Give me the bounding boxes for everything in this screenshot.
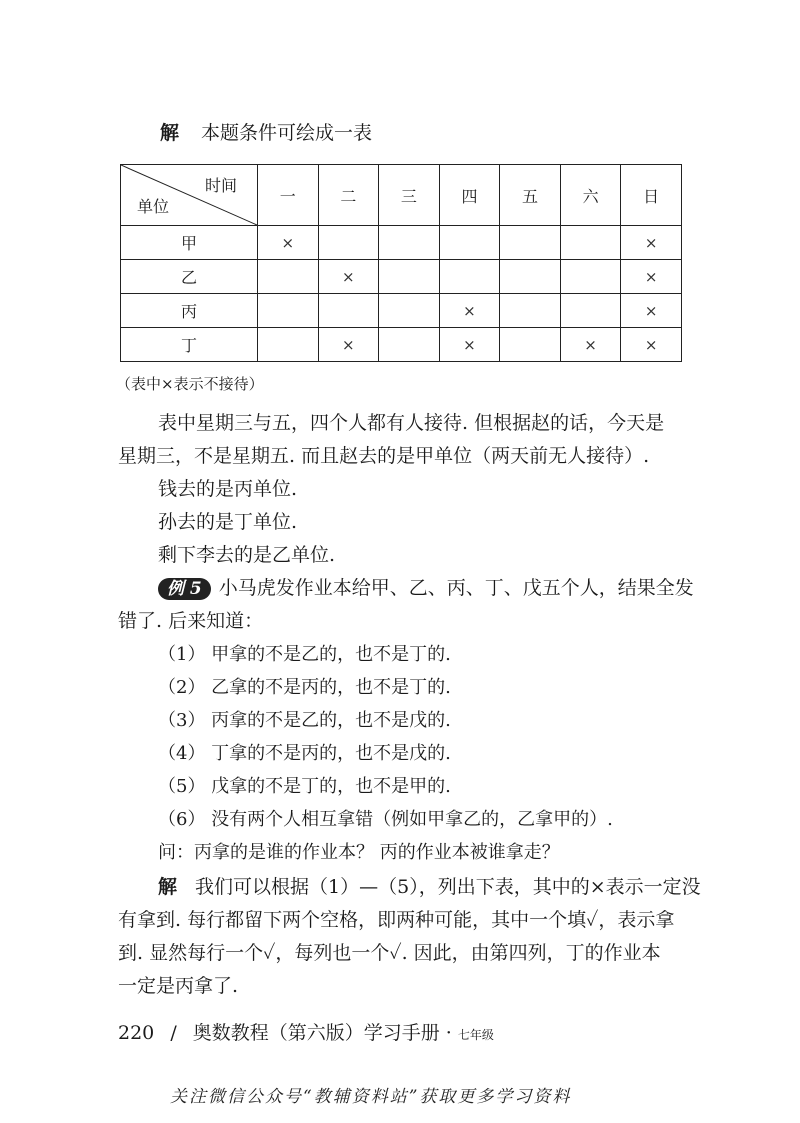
table-row bbox=[121, 260, 682, 294]
solution2-line: 到. 显然每行一个✓，每列也一个✓. 因此，由第四列，丁的作业本 bbox=[118, 942, 661, 964]
solution2-text: 我们可以根据（1）—（5），列出下表，其中的×表示一定没 bbox=[195, 876, 701, 898]
paragraph-line: 表中星期三与五，四个人都有人接待. 但根据赵的话，今天是 bbox=[158, 412, 665, 434]
grade-label: 七年级 bbox=[457, 1028, 494, 1042]
solution-text: 本题条件可绘成一表 bbox=[201, 122, 373, 144]
example-badge: 例 5 bbox=[158, 578, 211, 600]
condition-line: （6） 没有两个人相互拿错（例如甲拿乙的，乙拿甲的）. bbox=[158, 809, 613, 830]
table-cell bbox=[258, 260, 319, 294]
table-cell: × bbox=[621, 226, 682, 260]
solution2-label: 解 bbox=[158, 876, 178, 898]
solution2-line bbox=[158, 872, 701, 902]
table-cell bbox=[560, 294, 621, 328]
paragraph-line: 孙去的是丁单位. bbox=[158, 511, 298, 533]
corner-unit-label: 单位 bbox=[137, 197, 170, 216]
unit-cell: 丙 bbox=[121, 294, 258, 328]
condition-line: （4） 丁拿的不是丙的，也不是戊的. bbox=[158, 743, 451, 764]
solution2-line: 有拿到. 每行都留下两个空格，即两种可能，其中一个填✓，表示拿 bbox=[118, 909, 675, 931]
table-cell bbox=[439, 260, 500, 294]
paragraph-line: 星期三，不是星期五. 而且赵去的是甲单位（两天前无人接待）. bbox=[118, 445, 650, 467]
table-corner-cell bbox=[121, 165, 258, 226]
table-cell: × bbox=[621, 260, 682, 294]
day-header: 五 bbox=[500, 165, 561, 226]
corner-time-label: 时间 bbox=[204, 176, 237, 195]
table-cell bbox=[379, 328, 440, 362]
table-cell bbox=[258, 294, 319, 328]
table-cell bbox=[500, 328, 561, 362]
table-cell: × bbox=[621, 294, 682, 328]
table-cell bbox=[379, 260, 440, 294]
table-cell bbox=[560, 226, 621, 260]
day-header: 二 bbox=[318, 165, 379, 226]
table-cell: × bbox=[621, 328, 682, 362]
condition-line: （1） 甲拿的不是乙的，也不是丁的. bbox=[158, 644, 451, 665]
table-cell bbox=[500, 260, 561, 294]
solution2-line: 一定是丙拿了. bbox=[118, 975, 239, 997]
paragraph-line: 钱去的是丙单位. bbox=[158, 478, 298, 500]
example-line bbox=[158, 573, 694, 603]
table-note: （表中×表示不接待） bbox=[116, 375, 264, 393]
table-row bbox=[121, 294, 682, 328]
paragraph-line: 剩下李去的是乙单位. bbox=[158, 544, 336, 566]
solution-heading bbox=[160, 118, 372, 145]
example-line-2: 错了. 后来知道： bbox=[118, 610, 264, 632]
day-header: 三 bbox=[379, 165, 440, 226]
condition-line: （5） 戊拿的不是丁的，也不是甲的. bbox=[158, 776, 451, 797]
day-header: 六 bbox=[560, 165, 621, 226]
table-cell: × bbox=[318, 260, 379, 294]
schedule-table bbox=[120, 164, 682, 362]
solution-label: 解 bbox=[160, 122, 180, 144]
table-row bbox=[121, 328, 682, 362]
day-header: 四 bbox=[439, 165, 500, 226]
unit-cell: 甲 bbox=[121, 226, 258, 260]
condition-line: （3） 丙拿的不是乙的，也不是戊的. bbox=[158, 710, 451, 731]
unit-cell: 乙 bbox=[121, 260, 258, 294]
table-cell bbox=[500, 294, 561, 328]
day-header: 一 bbox=[258, 165, 319, 226]
example-text: 小马虎发作业本给甲、乙、丙、丁、戊五个人，结果全发 bbox=[218, 577, 694, 599]
table-cell bbox=[560, 260, 621, 294]
page-number: 220 bbox=[118, 1022, 155, 1044]
table-cell bbox=[318, 226, 379, 260]
table-cell: × bbox=[318, 328, 379, 362]
table-cell: × bbox=[439, 294, 500, 328]
table-cell bbox=[379, 226, 440, 260]
table-cell: × bbox=[439, 328, 500, 362]
table-cell bbox=[439, 226, 500, 260]
condition-line: （2） 乙拿的不是丙的，也不是丁的. bbox=[158, 677, 451, 698]
table-cell bbox=[379, 294, 440, 328]
table-cell bbox=[500, 226, 561, 260]
table-header-row bbox=[121, 165, 682, 226]
table-cell bbox=[318, 294, 379, 328]
table-cell: × bbox=[258, 226, 319, 260]
book-title: 奥数教程（第六版）学习手册 · bbox=[192, 1022, 452, 1044]
day-header: 日 bbox=[621, 165, 682, 226]
table-cell bbox=[258, 328, 319, 362]
table-row bbox=[121, 226, 682, 260]
table-cell: × bbox=[560, 328, 621, 362]
question-line: 问：丙拿的是谁的作业本？ 丙的作业本被谁拿走？ bbox=[158, 842, 560, 863]
unit-cell: 丁 bbox=[121, 328, 258, 362]
footer-slash: / bbox=[170, 1022, 177, 1044]
bottom-note: 关注微信公众号“教辅资料站”获取更多学习资料 bbox=[170, 1087, 572, 1107]
page-footer bbox=[118, 1018, 494, 1045]
